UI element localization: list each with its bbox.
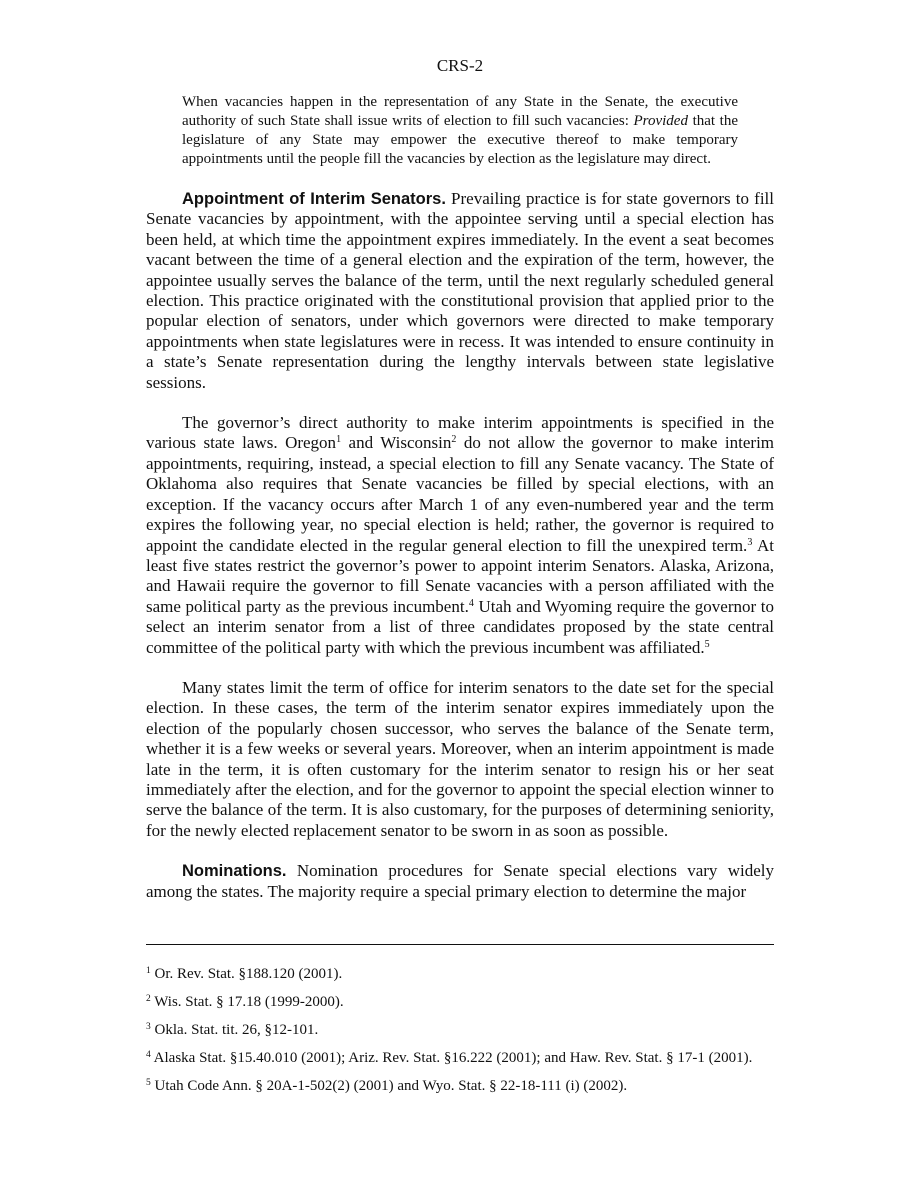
footnote-1 [146, 965, 774, 984]
footnote-ref-3[interactable]: 3 [747, 536, 753, 548]
paragraph-term: Many states limit the term of office for interim senators to the date set for the special election. In these cases, the term of the interim senator expires immediately upon the election of the popularly chosen successor, who serves the balance of the Senate term, whether it is a few weeks or several years. Moreover, when an interim appointment is made late in the term, it is often customary for the interim senator to resign his or her seat immediately after the election, and for the governor to appoint the special election winner to serve the balance of the term. It is also customary, for the purposes of determining seniority, for the newly elected replacement senator to be sworn in as soon as possible. [146, 677, 774, 840]
section-heading-nominations: Nominations. [182, 862, 287, 881]
paragraph-nominations [146, 861, 774, 902]
page-number-header: CRS-2 [436, 56, 484, 75]
section-heading-appointment: Appointment of Interim Senators. [182, 190, 446, 208]
footnote-number: 4 [146, 1050, 151, 1060]
paragraph-authority [146, 413, 774, 658]
footnote-5 [146, 1077, 774, 1096]
paragraph-authority-text-3: do not allow the governor to make interim appointments, requiring, instead, a special election to fill any Senate vacancy. The State of Oklahoma also requires that Senate vacancies be filled by special elections, with an exception. If the vacancy occurs after March 1 of any even-numbered year and the term expires the following year, no special election is held; rather, the governor is required to appoint the candidate elected in the regular general election to fill the unexpired term. [146, 433, 775, 555]
constitutional-quote [182, 93, 738, 169]
footnote-text: Or. Rev. Stat. §188.120 (2001). [150, 966, 343, 982]
paragraph-authority-text-4: At least five states restrict the governor’s power to appoint interim Senators. Alaska, Arizona, and Hawaii require the governor to fill Senate vacancies with a person affiliated with the same political party as the previous incumbent. [146, 535, 775, 616]
body-text [146, 93, 774, 902]
footnote-3 [146, 1021, 774, 1040]
footnote-text: Okla. Stat. tit. 26, §12-101. [150, 1022, 319, 1038]
quote-italic-word: Provided [633, 113, 688, 129]
footnote-text: Wis. Stat. § 17.18 (1999-2000). [150, 994, 344, 1010]
paragraph-appointment-text: Prevailing practice is for state governors to fill Senate vacancies by appointment, with the appointee serving until a special election has been held, at which time the appointment expires immediately. In the event a seat becomes vacant between the time of a general election and the expiration of the term, however, the appointee usually serves the balance of the term, until the next regularly scheduled general election. This practice originated with the constitutional provision that applied prior to the popular election of senators, under which governors were directed to make temporary appointments when state legislatures were in recess. It was intended to ensure continuity in a state’s Senate representation during the lengthy intervals between state legislative sessions. [146, 189, 774, 392]
footnote-divider [146, 944, 774, 945]
quote-text-part1: When vacancies happen in the representation of any State in the Senate, the executive authority of such State shall issue writs of election to fill such vacancies: [182, 94, 738, 129]
paragraph-authority-text-5: Utah and Wyoming require the governor to select an interim senator from a list of three candidates proposed by the state central committee of the political party with which the previous incumbent was affiliated. [146, 596, 775, 657]
paragraph-nominations-text: Nomination procedures for Senate special elections vary widely among the states. The majority require a special primary election to determine the major [146, 861, 774, 901]
footnote-number: 2 [146, 994, 151, 1004]
footnote-text: Utah Code Ann. § 20A-1-502(2) (2001) and Wyo. Stat. § 22-18-111 (i) (2002). [150, 1078, 628, 1094]
paragraph-authority-text-1: The governor’s direct authority to make interim appointments is specified in the various state laws. Oregon [146, 413, 774, 453]
footnote-ref-2[interactable]: 2 [451, 434, 457, 446]
footnote-2 [146, 993, 774, 1012]
footnote-text: Alaska Stat. §15.40.010 (2001); Ariz. Rev. Stat. §16.222 (2001); and Haw. Rev. Stat. § 17-1 (2001). [150, 1050, 753, 1066]
footnote-ref-4[interactable]: 4 [468, 597, 474, 609]
footnote-number: 3 [146, 1022, 151, 1032]
paragraph-appointment [146, 189, 774, 393]
footnotes-section [146, 965, 774, 1105]
footnote-ref-5[interactable]: 5 [704, 638, 710, 650]
quote-text-part2: that the legislature of any State may empower the executive thereof to make temporary appointments until the people fill the vacancies by election as the legislature may direct. [182, 113, 738, 167]
paragraph-authority-text-2: and Wisconsin [341, 433, 452, 453]
footnote-number: 5 [146, 1078, 151, 1088]
footnote-4 [146, 1049, 774, 1068]
footnote-ref-1[interactable]: 1 [336, 434, 342, 446]
footnote-number: 1 [146, 966, 151, 976]
